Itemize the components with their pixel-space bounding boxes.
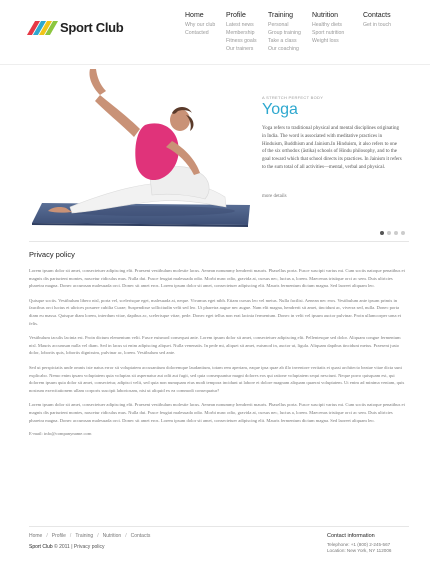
footer-separator: / — [97, 533, 99, 539]
nav-subitem[interactable]: Weight loss — [312, 38, 339, 44]
nav-subitem[interactable]: Healthy diets — [312, 22, 342, 28]
contact-location: Location: New York, NY 112006 — [327, 548, 392, 553]
site-footer — [29, 533, 409, 553]
slider-pagination — [380, 231, 408, 235]
footer-link-profile[interactable]: Profile — [51, 533, 66, 539]
content-paragraph: Quisque sociis. Vestibulum libero nisl, porta vel, scelerisque eget, malesuada at, neque. Vivamus eget nibh. Etiam cursus leo vel metus. Nulla facilisi. Aenean nec eros. Vestibulum ante ipsum primis in faucibus orci luctus et ultrices posuere cubilia Curae; Suspendisse sollicitudin velit sed leo. Ut pharetra augue nec augue. Nam elit magna, hendrerit sit amet, tincidunt ac, viverra sed, nulla. Donec porta diam eu massa. Quisque diam lorem, interdum vitae, dapibus ac, scelerisque vitae, pede. Donec eget tellus non erat lacinia fermentum. Donec in velit vel ipsum auctor pulvinar. Proin ullamcorper urna et felis. — [29, 297, 401, 326]
nav-subitem[interactable]: Latest news — [226, 22, 254, 28]
hero-kicker: A STRETCH PERFECT BODY — [262, 95, 324, 100]
nav-item-home[interactable]: Home — [185, 12, 204, 19]
main-nav — [185, 12, 403, 53]
nav-item-nutrition[interactable]: Nutrition — [312, 12, 339, 19]
footer-contact — [327, 533, 417, 554]
nav-subitem[interactable]: Membership — [226, 30, 255, 36]
content-paragraph: Vestibulum iaculis lacinia est. Proin dictum elementum velit. Fusce euismod consequat ante. Lorem ipsum dolor sit amet, consectetuer adipiscing elit. Pellentesque sed dolor. Aliquam congue fermentum nisl. Mauris accumsan nulla vel diam. Sed in lacus ut enim adipiscing aliquet. Nulla venenatis. In pede mi, aliquet sit amet, euismod in, auctor ut, ligula. Aliquam dapibus tincidunt metus. Praesent justo dolor, lobortis quis, lobortis dignissim, pulvinar ac, lorem. Vestibulum sed ante. — [29, 335, 401, 356]
nav-subitem[interactable]: Our trainers — [226, 46, 254, 52]
nav-subitem[interactable]: Group training — [268, 30, 301, 36]
nav-item-profile[interactable]: Profile — [226, 12, 246, 19]
logo-stripes-icon — [29, 21, 55, 35]
nav-col-nutrition — [312, 12, 363, 53]
brand-name: Sport Club — [60, 20, 124, 35]
main-content — [29, 250, 407, 436]
nav-item-contacts[interactable]: Contacts — [363, 12, 391, 19]
nav-subitem[interactable]: Get in touch — [363, 22, 391, 28]
site-header — [0, 0, 430, 62]
copyright-text[interactable]: © 2011 | Privacy policy — [54, 544, 105, 550]
content-paragraph: Lorem ipsum dolor sit amet, consectetuer adipiscing elit. Praesent vestibulum molestie lacus. Aenean nonummy hendrerit mauris. Phasellus porta. Fusce suscipit varius mi. Cum sociis natoque penatibus et magnis dis parturient montes, nascetur ridiculus mus. Nulla dui. Fusce feugiat malesuada odio. Morbi nunc odio, gravida at, cursus nec, luctus a, lorem. Maecenas tristique orci ac sem. Duis ultricies pharetra magna. Donec accumsan malesuada orci. Donec sit amet eros. Lorem ipsum dolor sit amet, consectetuer adipiscing elit. Mauris fermentum dictum magna. Sed laoreet aliquam leo. — [29, 268, 405, 289]
nav-subitem[interactable]: Personal — [268, 22, 289, 28]
slider-dot[interactable] — [394, 231, 398, 235]
hero-text: Yoga refers to traditional physical and mental disciplines originating in India. The word is associated with meditative practices in Hinduism, Buddhism and Jainism.In Hinduism, it also refers to one of the six orthodox (āstika) schools of Hindu philosophy, and to the goal toward which that school directs its practices. In Jainism it refers to the sum total of all activities—mental, verbal and physical. — [262, 126, 402, 170]
footer-separator: / — [46, 533, 48, 539]
footer-link-nutrition[interactable]: Nutrition — [102, 533, 122, 539]
content-paragraph: Lorem ipsum dolor sit amet, consectetuer adipiscing elit. Praesent vestibulum molestie lacus. Aenean nonummy hendrerit mauris. Phasellus porta. Fusce suscipit varius mi. Cum sociis natoque penatibus et magnis dis parturient montes, nascetur ridiculus mus. Nulla dui. Fusce feugiat malesuada odio. Morbi nunc odio, gravida at, cursus nec, luctus a, lorem. Maecenas tristique orci ac sem. Duis ultricies pharetra magna. Donec accumsan malesuada orci. Donec sit amet eros. Lorem ipsum dolor sit amet, consectetuer adipiscing elit. Mauris fermentum dictum magna. Sed laoreet aliquam leo. — [29, 402, 405, 423]
hero-title: Yoga — [262, 101, 298, 118]
contact-phone: Telephone: +1 (800) 2-245-567 — [327, 542, 391, 547]
content-paragraph: Sed ut perspiciatis unde omnis iste natus error sit voluptatem accusantium doloremque laudantium, totam rem aperiam, eaque ipsa quae ab illo inventore veritatis et quasi architecto beatae vitae dicta sunt explicabo. Nemo enim ipsam voluptatem quia voluptas sit aspernatur aut odit aut fugit, sed quia consequuntur magni dolores eos qui ratione voluptatem sequi nesciunt. Neque porro quisquam est, qui dolorem ipsum quia dolor sit amet, consectetur, adipisci velit, sed quia non numquam eius modi tempora incidunt ut labore et dolore magnam aliquam quaerat voluptatem. Ut enim ad minima veniam, quis nostrum exercitationem ullam corporis suscipit laboriosam, nisi ut aliquid ex ea commodi consequatur? — [29, 364, 405, 393]
nav-col-contacts — [363, 12, 403, 53]
hero-slider — [0, 65, 430, 245]
slider-dot[interactable] — [387, 231, 391, 235]
footer-divider — [29, 526, 409, 527]
footer-link-home[interactable]: Home — [29, 533, 43, 539]
nav-subitem[interactable]: Sport nutrition — [312, 30, 345, 36]
yoga-pose-illustration — [0, 65, 255, 230]
slider-dot[interactable] — [401, 231, 405, 235]
nav-subitem[interactable]: Take a class — [268, 38, 297, 44]
nav-item-training[interactable]: Training — [268, 12, 294, 19]
nav-subitem[interactable]: Our coaching — [268, 46, 299, 52]
footer-separator: / — [125, 533, 127, 539]
logo[interactable] — [29, 20, 123, 35]
content-divider — [29, 241, 409, 242]
nav-col-profile — [226, 12, 268, 53]
copyright-brand: Sport Club — [29, 544, 53, 550]
nav-subitem[interactable]: Why our club — [185, 22, 216, 28]
nav-subitem[interactable]: Contacted — [185, 30, 209, 36]
footer-link-contacts[interactable]: Contacts — [130, 533, 151, 539]
hero-image — [0, 65, 255, 230]
footer-separator: / — [69, 533, 72, 539]
nav-col-training — [268, 12, 312, 53]
nav-col-home — [185, 12, 226, 53]
footer-link-training[interactable]: Training — [75, 533, 94, 539]
more-details-link[interactable]: more details — [262, 194, 287, 199]
page-title: Privacy policy — [29, 250, 75, 259]
slider-dot[interactable] — [380, 231, 384, 235]
email-link[interactable]: E-mail: info@companyname.com — [29, 431, 92, 437]
contact-title: Contact information — [327, 533, 375, 539]
nav-subitem[interactable]: Fitness goals — [226, 38, 257, 44]
